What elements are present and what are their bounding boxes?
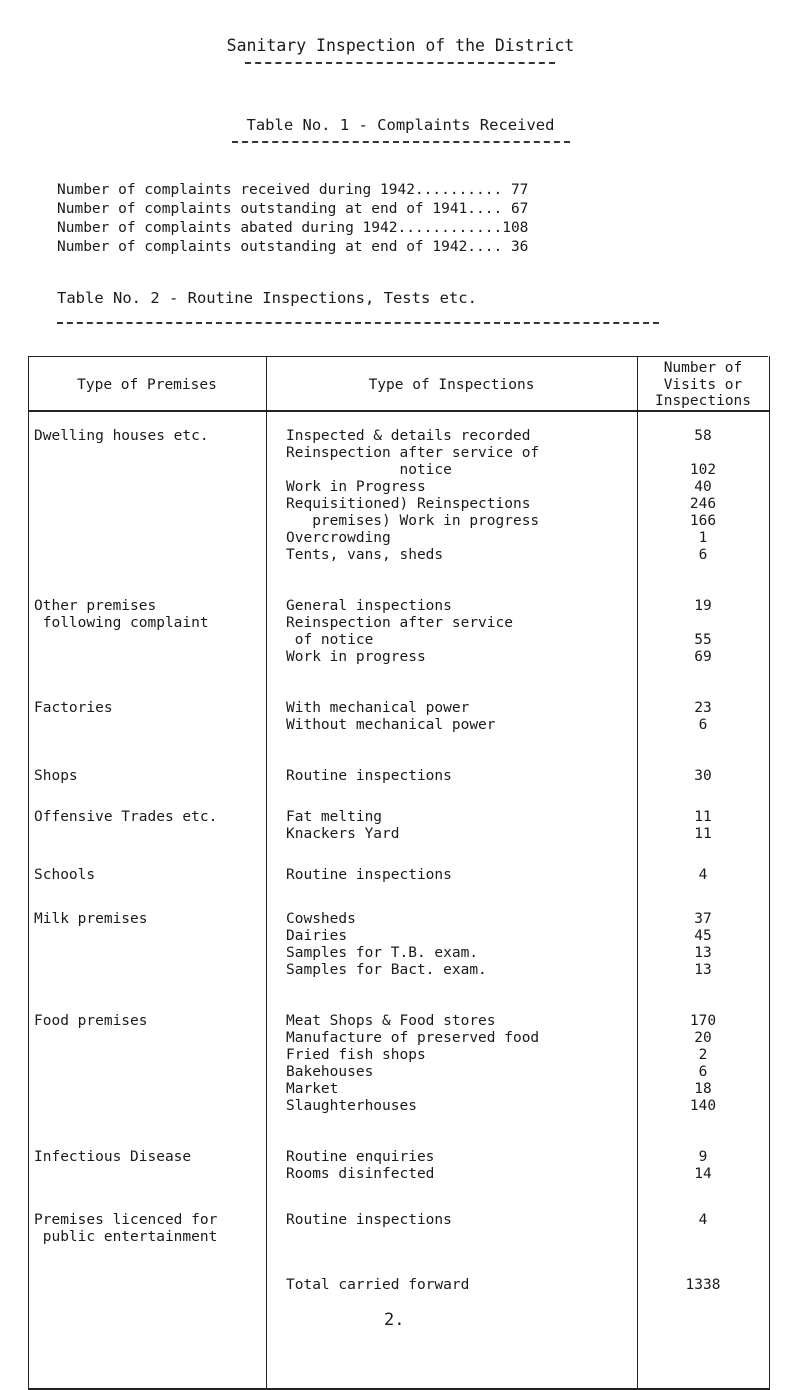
visit-count: 37 xyxy=(694,911,712,927)
visit-count: 58 xyxy=(694,428,712,444)
premises-label: Factories xyxy=(34,700,113,716)
inspection-label: premises) Work in progress xyxy=(286,513,540,529)
visit-count: 55 xyxy=(694,632,712,648)
inspection-label: Routine enquiries xyxy=(286,1149,435,1165)
inspection-label: Routine inspections xyxy=(286,1212,452,1228)
table-top-border xyxy=(28,356,768,357)
inspection-label: Manufacture of preserved food xyxy=(286,1030,540,1046)
visit-count: 13 xyxy=(694,962,712,978)
premises-label: Other premises xyxy=(34,598,157,614)
column-divider-1 xyxy=(266,356,267,1390)
inspection-label: Tents, vans, sheds xyxy=(286,547,444,563)
table2-underline xyxy=(57,322,659,324)
page-heading: Sanitary Inspection of the District xyxy=(226,36,575,55)
inspection-label: Routine inspections xyxy=(286,768,452,784)
inspection-label: Inspected & details recorded xyxy=(286,428,531,444)
visit-count: 69 xyxy=(694,649,712,665)
inspection-label: Work in progress xyxy=(286,649,426,665)
total-label: Total carried forward xyxy=(286,1277,470,1293)
table1-underline xyxy=(232,141,570,143)
inspection-label: Reinspection after service xyxy=(286,615,513,631)
table-header-border xyxy=(28,410,770,412)
visit-count: 166 xyxy=(689,513,717,529)
inspection-label: Fat melting xyxy=(286,809,383,825)
complaint-line-outstanding-1941: Number of complaints outstanding at end of 1941.... 67 xyxy=(57,201,529,217)
table1-title: Table No. 1 - Complaints Received xyxy=(246,116,555,134)
inspection-label: Knackers Yard xyxy=(286,826,400,842)
total-value: 1338 xyxy=(685,1277,721,1293)
visit-count: 9 xyxy=(698,1149,708,1165)
header-visits-line1: Number of xyxy=(663,360,743,376)
visit-count: 6 xyxy=(698,1064,708,1080)
premises-label: Schools xyxy=(34,867,96,883)
inspection-label: Meat Shops & Food stores xyxy=(286,1013,496,1029)
table-right-border xyxy=(769,356,770,1390)
inspection-label: Dairies xyxy=(286,928,348,944)
premises-label: Shops xyxy=(34,768,78,784)
premises-label: public entertainment xyxy=(34,1229,218,1245)
visit-count: 11 xyxy=(694,809,712,825)
visit-count: 4 xyxy=(698,867,708,883)
visit-count: 20 xyxy=(694,1030,712,1046)
inspection-label: Market xyxy=(286,1081,339,1097)
visit-count: 30 xyxy=(694,768,712,784)
premises-label: Milk premises xyxy=(34,911,148,927)
premises-label: following complaint xyxy=(34,615,209,631)
visit-count: 23 xyxy=(694,700,712,716)
column-divider-2 xyxy=(637,356,638,1390)
inspection-label: General inspections xyxy=(286,598,452,614)
visit-count: 18 xyxy=(694,1081,712,1097)
inspection-label: Routine inspections xyxy=(286,867,452,883)
premises-label: Infectious Disease xyxy=(34,1149,192,1165)
inspection-label: Bakehouses xyxy=(286,1064,374,1080)
inspection-label: Slaughterhouses xyxy=(286,1098,417,1114)
header-type-of-inspections: Type of Inspections xyxy=(368,377,535,393)
inspection-label: Work in Progress xyxy=(286,479,426,495)
visit-count: 45 xyxy=(694,928,712,944)
page-number: 2. xyxy=(384,1310,405,1330)
inspection-label: Fried fish shops xyxy=(286,1047,426,1063)
complaint-line-abated: Number of complaints abated during 1942............108 xyxy=(57,220,529,236)
visit-count: 4 xyxy=(698,1212,708,1228)
inspection-label: With mechanical power xyxy=(286,700,470,716)
header-visits-line2: Visits or xyxy=(663,377,743,393)
table2-title: Table No. 2 - Routine Inspections, Tests etc. xyxy=(57,289,477,307)
inspection-label: Requisitioned) Reinspections xyxy=(286,496,531,512)
visit-count: 170 xyxy=(689,1013,717,1029)
header-type-of-premises: Type of Premises xyxy=(77,377,217,393)
visit-count: 13 xyxy=(694,945,712,961)
visit-count: 19 xyxy=(694,598,712,614)
header-visits-line3: Inspections xyxy=(654,393,752,409)
premises-label: Food premises xyxy=(34,1013,148,1029)
inspection-label: Overcrowding xyxy=(286,530,391,546)
visit-count: 6 xyxy=(698,547,708,563)
table-left-border xyxy=(28,356,29,1390)
inspection-label: Samples for Bact. exam. xyxy=(286,962,487,978)
premises-label: Dwelling houses etc. xyxy=(34,428,209,444)
visit-count: 2 xyxy=(698,1047,708,1063)
visit-count: 140 xyxy=(689,1098,717,1114)
visit-count: 1 xyxy=(698,530,708,546)
inspection-label: notice xyxy=(286,462,452,478)
inspection-label: Cowsheds xyxy=(286,911,356,927)
visit-count: 6 xyxy=(698,717,708,733)
premises-label: Offensive Trades etc. xyxy=(34,809,218,825)
premises-label: Premises licenced for xyxy=(34,1212,218,1228)
visit-count: 14 xyxy=(694,1166,712,1182)
inspection-label: Samples for T.B. exam. xyxy=(286,945,479,961)
complaint-line-received: Number of complaints received during 1942.......... 77 xyxy=(57,182,529,198)
visit-count: 11 xyxy=(694,826,712,842)
inspection-label: Rooms disinfected xyxy=(286,1166,435,1182)
visit-count: 102 xyxy=(689,462,717,478)
inspection-label: of notice xyxy=(286,632,374,648)
inspection-label: Without mechanical power xyxy=(286,717,496,733)
heading-underline xyxy=(245,62,555,64)
inspection-label: Reinspection after service of xyxy=(286,445,540,461)
complaint-line-outstanding-1942: Number of complaints outstanding at end of 1942.... 36 xyxy=(57,239,529,255)
visit-count: 246 xyxy=(689,496,717,512)
visit-count: 40 xyxy=(694,479,712,495)
